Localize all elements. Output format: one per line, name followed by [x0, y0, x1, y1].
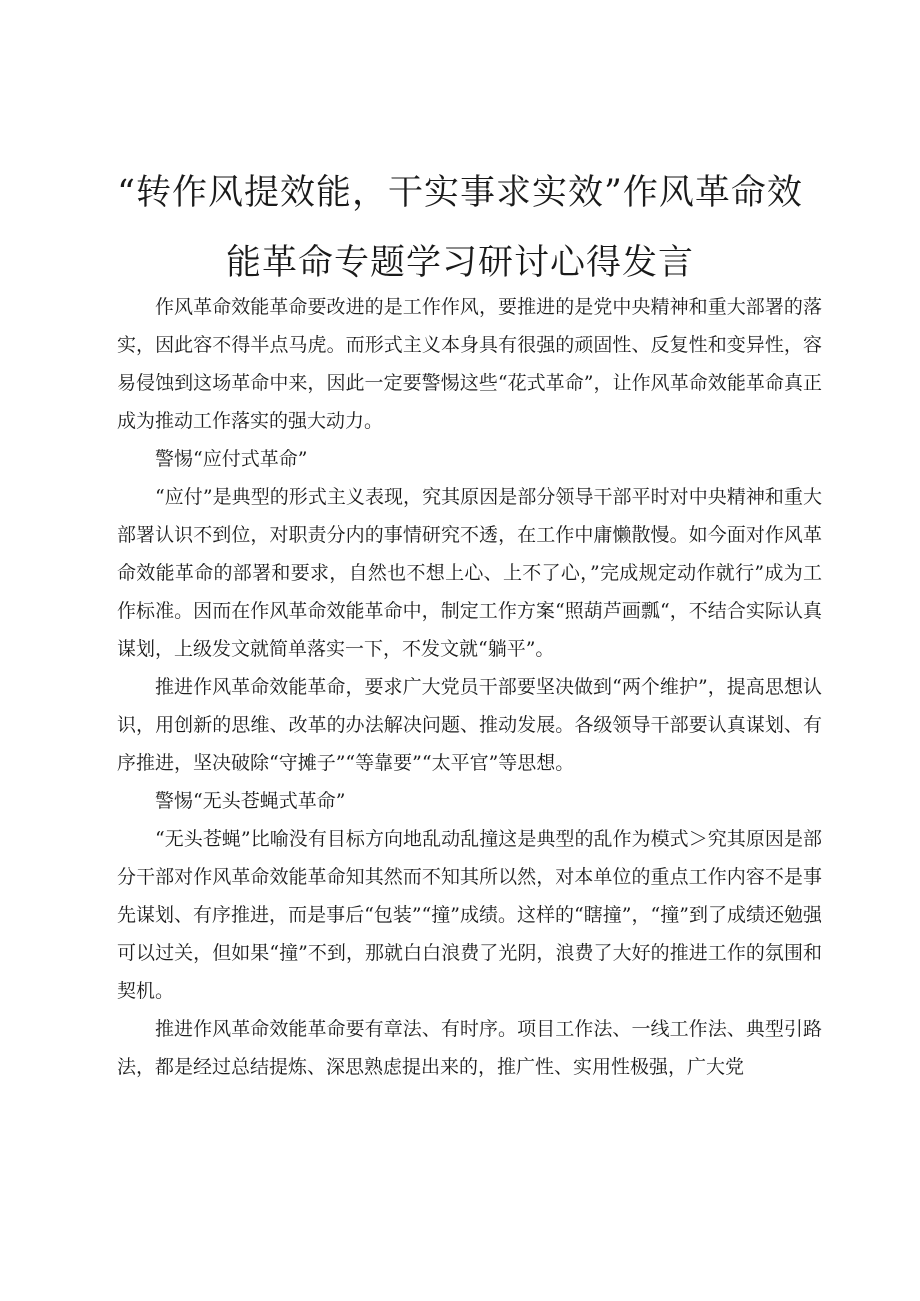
paragraph-perfunctory-cause: “应付”是典型的形式主义表现，究其原因是部分领导干部平时对中央精神和重大部署认识不到位，对职责分内的事情研究不透，在工作中庸懒散慢。如今面对作风革命效能革命的部署和要求，自然也不想上心、上不了心，”完成规定动作就行”成为工作标准。因而在作风革命效能革命中，制定工作方案“照葫芦画瓢“，不结合实际认真谋划，上级发文就简单落实一下，不发文就“躺平”。 [117, 486, 822, 660]
section-heading-headless-fly: 警惕“无头苍蝇式革命” [155, 790, 346, 812]
paragraph-headless-fly-remedy: 推进作风革命效能革命要有章法、有时序。项目工作法、一线工作法、典型引路法，都是经过总结提炼、深思熟虑提出来的，推广性、实用性极强，广大党 [117, 1018, 822, 1078]
title-line-1: “转作风提效能，干实事求实效”作风革命效 [117, 173, 803, 213]
paragraph-intro: 作风革命效能革命要改进的是工作作风，要推进的是党中央精神和重大部署的落实，因此容不得半点马虎。而形式主义本身具有很强的顽固性、反复性和变异性，容易侵蚀到这场革命中来，因此一定要警惕这些“花式革命”，让作风革命效能革命真正成为推动工作落实的强大动力。 [117, 296, 822, 432]
section-heading-perfunctory: 警惕“应付式革命” [155, 448, 308, 470]
document-title [100, 158, 820, 298]
title-line-2: 能革命专题学习研讨心得发言 [225, 243, 694, 283]
document-body [117, 288, 822, 1086]
paragraph-perfunctory-remedy: 推进作风革命效能革命，要求广大党员干部要坚决做到“两个维护”，提高思想认识，用创新的思维、改革的办法解决问题、推动发展。各级领导干部要认真谋划、有序推进，坚决破除“守摊子”“等靠要”“太平官”等思想。 [117, 676, 822, 774]
paragraph-headless-fly-cause: “无头苍蝇”比喻没有目标方向地乱动乱撞这是典型的乱作为模式＞究其原因是部分干部对作风革命效能革命知其然而不知其所以然，对本单位的重点工作内容不是事先谋划、有序推进，而是事后“包装”“撞”成绩。这样的“瞎撞”，“撞”到了成绩还勉强可以过关，但如果“撞”不到，那就白白浪费了光阴，浪费了大好的推进工作的氛围和契机。 [117, 828, 822, 1002]
